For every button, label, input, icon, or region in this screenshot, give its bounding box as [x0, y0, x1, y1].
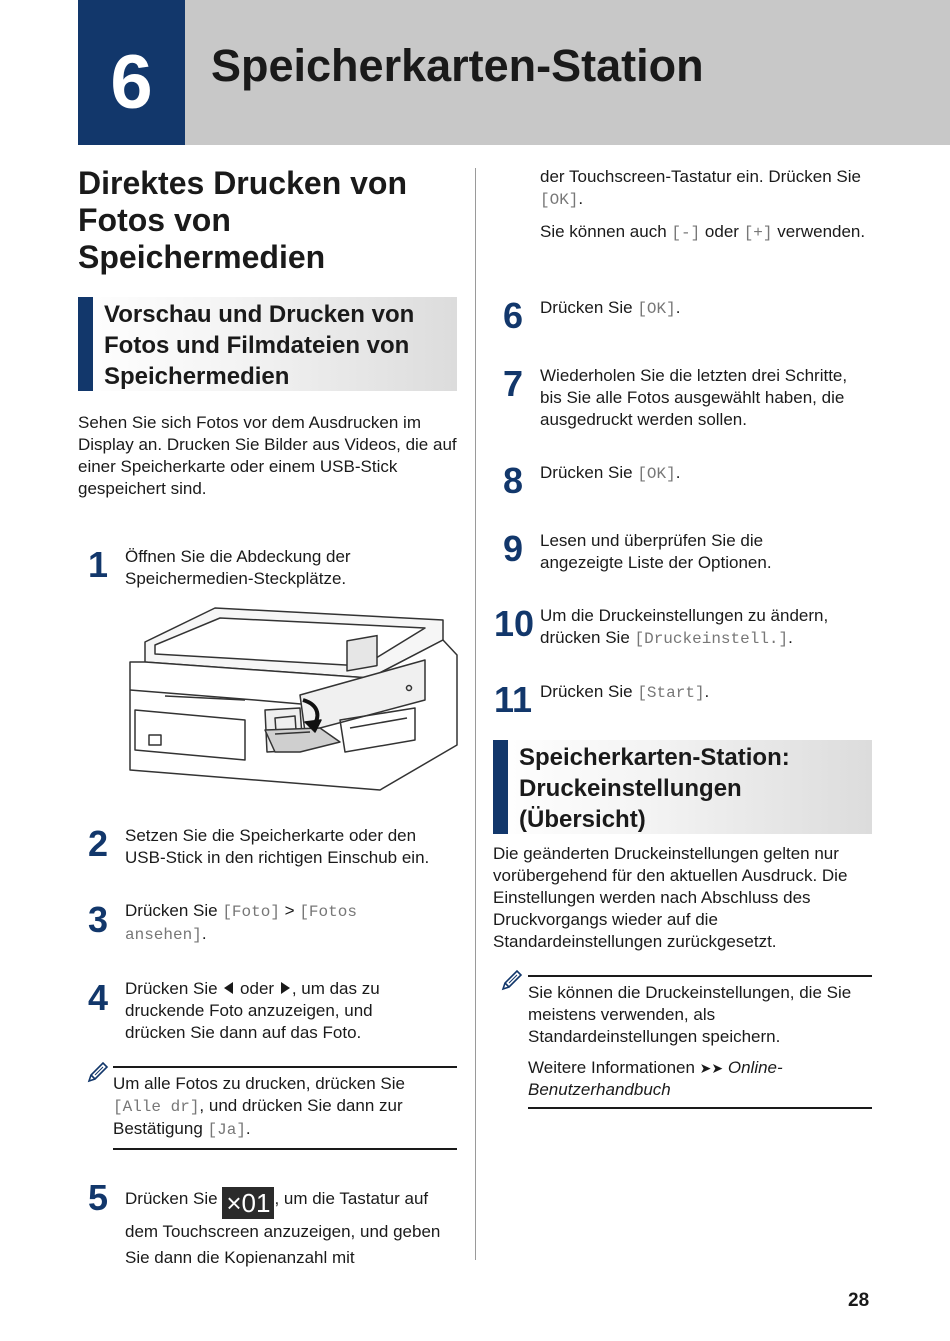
- step-text: Wiederholen Sie die letzten drei Schritte, bis Sie alle Fotos ausgewählt haben, die ausgedruckt werden sollen.: [540, 366, 848, 429]
- subsection-heading-print-settings: [493, 740, 872, 834]
- step-5-alternative: [540, 221, 870, 244]
- step-text: Lesen und überprüfen Sie die angezeigte Liste der Optionen.: [540, 531, 772, 572]
- step-number: 1: [88, 544, 109, 585]
- note-text: Sie können die Druckeinstellungen, die Sie meistens verwenden, als Standardeinstellungen speichern.: [528, 983, 852, 1046]
- note-bottom-rule: [528, 1107, 872, 1109]
- text-run: Drücken Sie: [125, 1189, 223, 1208]
- text-run: verwenden.: [772, 222, 866, 241]
- pencil-note-icon: [500, 968, 524, 992]
- copies-icon: ×01: [222, 1187, 274, 1219]
- step-text: [540, 462, 870, 485]
- section-title: Direktes Drucken von Fotos von Speichermedien: [78, 165, 408, 275]
- step-5-continued: [540, 166, 870, 211]
- text-run: .: [578, 189, 584, 208]
- right-arrow-icon: [281, 982, 290, 994]
- chapter-number: 6: [110, 40, 153, 125]
- subsection-title: Speicherkarten-Station: Druckeinstellungen (Übersicht): [519, 744, 790, 833]
- step-text: [540, 605, 870, 650]
- chapter-title: Speicherkarten-Station: [211, 40, 704, 91]
- step-number: 3: [88, 899, 109, 940]
- key-alle-dr: [Alle dr]: [113, 1098, 200, 1116]
- more-info: [528, 1057, 863, 1101]
- intro-paragraph: Sehen Sie sich Fotos vor dem Ausdrucken im Display an. Drucken Sie Bilder aus Videos, die auf einer Speicherkarte oder einem USB-Stick gespeichert sind.: [78, 413, 457, 498]
- text-run: , um das zu druckende Foto anzuzeigen, und drücken Sie dann auf das Foto.: [125, 979, 380, 1042]
- note-top-rule: [113, 1066, 457, 1068]
- text-run: >: [279, 901, 300, 920]
- key-ok: [OK]: [637, 465, 676, 483]
- text-run: .: [675, 298, 681, 317]
- step-text: Setzen Sie die Speicherkarte oder den USB-Stick in den richtigen Einschub ein.: [125, 826, 430, 867]
- step-number: 8: [503, 460, 524, 501]
- step-number: 4: [88, 977, 109, 1018]
- text-run: , um die Tastatur auf dem Touchscreen anzuzeigen, und geben Sie dann die Kopienanzahl mit: [125, 1189, 441, 1267]
- chapter-number-box: [78, 0, 185, 145]
- pencil-note-icon: [86, 1060, 110, 1084]
- step-text: [540, 297, 870, 320]
- step-text: [125, 1186, 455, 1271]
- online-user-guide-link[interactable]: Online-Benutzerhandbuch: [528, 1058, 783, 1099]
- step-number: 5: [88, 1177, 109, 1218]
- subsection-heading-preview: [78, 297, 457, 391]
- key-ja: [Ja]: [207, 1121, 246, 1139]
- note-bottom-rule: [113, 1148, 457, 1150]
- text-run: oder: [700, 222, 744, 241]
- text-run: Drücken Sie: [125, 979, 223, 998]
- heading-accent-bar: [78, 297, 93, 391]
- text-run: .: [704, 682, 710, 701]
- text-run: oder: [235, 979, 279, 998]
- text-run: Sie können auch: [540, 222, 672, 241]
- print-settings-intro: Die geänderten Druckeinstellungen gelten nur vorübergehend für den aktuellen Ausdruck. Die Einstellungen werden nach Abschluss des Druckvorgangs wieder auf die Standardeinstellungen zurückgesetzt.: [493, 844, 848, 951]
- step-number: 7: [503, 363, 524, 404]
- text-run: Drücken Sie: [540, 682, 638, 701]
- step-text: Öffnen Sie die Abdeckung der Speichermedien-Steckplätze.: [125, 547, 351, 588]
- text-run: Drücken Sie: [540, 463, 638, 482]
- left-arrow-icon: [224, 982, 233, 994]
- step-text: [540, 681, 870, 704]
- key-plus: [+]: [743, 224, 773, 242]
- note-text: [113, 1073, 453, 1141]
- heading-accent-bar: [493, 740, 508, 834]
- text-run: .: [201, 924, 207, 943]
- page-number: 28: [848, 1290, 870, 1311]
- text-run: Drücken Sie: [540, 298, 638, 317]
- double-arrow-icon: ➤➤: [699, 1060, 724, 1076]
- text-run: Drücken Sie: [125, 901, 223, 920]
- text-run: , und drücken Sie dann zur Bestätigung: [113, 1096, 403, 1138]
- key-start: [Start]: [637, 684, 705, 702]
- text-run: der Touchscreen-Tastatur ein. Drücken Sie: [540, 167, 861, 186]
- key-druckeinstell: [Druckeinstell.]: [634, 630, 789, 648]
- printer-illustration: [125, 600, 465, 795]
- text-run: Weitere Informationen: [528, 1058, 700, 1077]
- step-text: [125, 978, 425, 1044]
- text-run: .: [245, 1119, 251, 1138]
- text-run: .: [675, 463, 681, 482]
- note-top-rule: [528, 975, 872, 977]
- key-foto: [Foto]: [222, 903, 280, 921]
- step-number: 9: [503, 528, 524, 569]
- step-number: 11: [494, 679, 533, 720]
- step-number: 6: [503, 295, 524, 336]
- text-run: Um alle Fotos zu drucken, drücken Sie: [113, 1074, 405, 1093]
- text-run: Um die Druckeinstellungen zu ändern, drücken Sie: [540, 606, 829, 647]
- key-fotos-ansehen: [Fotos ansehen]: [125, 903, 357, 944]
- column-divider: [475, 168, 476, 1260]
- key-ok: [OK]: [637, 300, 676, 318]
- step-number: 10: [494, 603, 535, 644]
- step-text: [125, 900, 425, 946]
- step-number: 2: [88, 823, 109, 864]
- text-run: .: [788, 628, 793, 647]
- key-ok: [OK]: [540, 191, 579, 209]
- key-minus: [-]: [671, 224, 701, 242]
- subsection-title: Vorschau und Drucken von Fotos und Filmdateien von Speichermedien: [104, 301, 415, 390]
